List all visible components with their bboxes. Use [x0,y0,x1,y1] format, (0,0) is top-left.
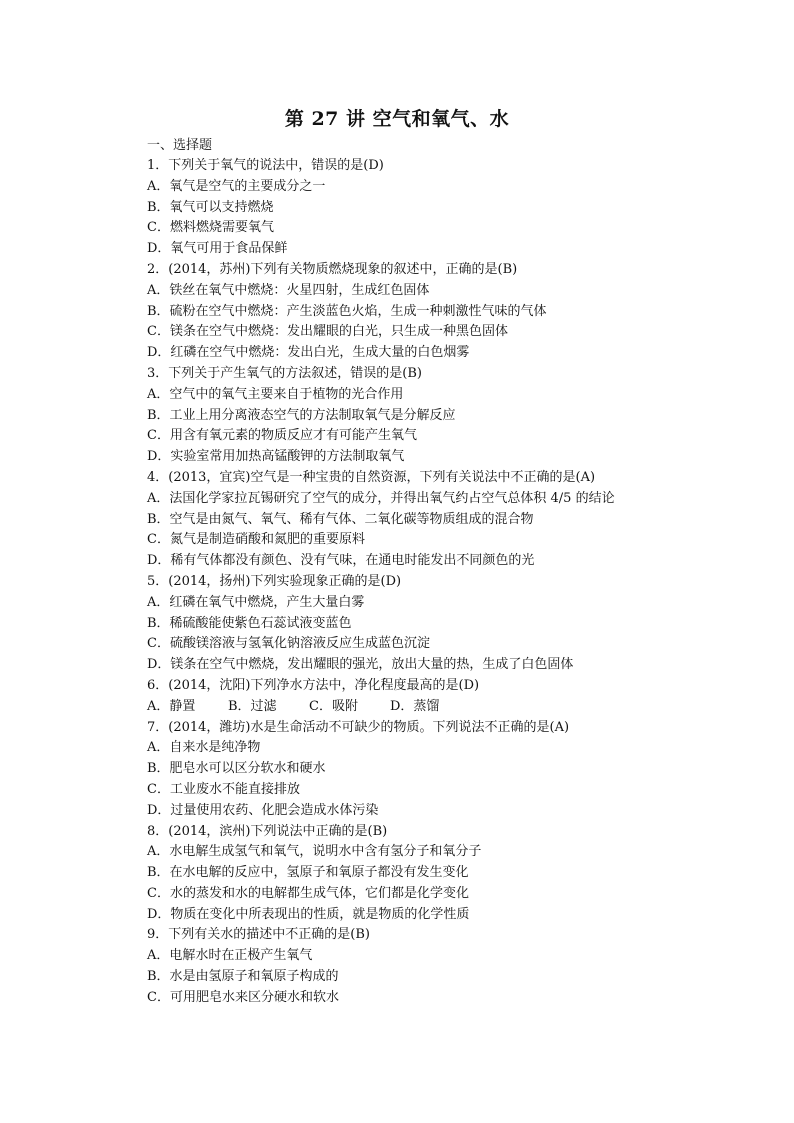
text-line: B．肥皂水可以区分软水和硬水 [147,761,326,777]
option-c: C．吸附 [309,698,358,714]
text-line: B．水是由氢原子和氧原子构成的 [147,969,339,985]
text-line: B．氧气可以支持燃烧 [147,199,274,215]
text-line: C．水的蒸发和水的电解都生成气体，它们都是化学变化 [147,885,469,901]
text-line: 6．(2014，沈阳)下列净水方法中，净化程度最高的是(D) [147,677,480,693]
text-line: B．稀硫酸能使紫色石蕊试液变蓝色 [147,615,352,631]
text-line: C．镁条在空气中燃烧：发出耀眼的白光，只生成一种黑色固体 [147,324,508,340]
text-line: 7．(2014，潍坊)水是生命活动不可缺少的物质。下列说法不正确的是(A) [147,719,570,735]
text-line: A．法国化学家拉瓦锡研究了空气的成分，并得出氧气约占空气总体积 4/5 的结论 [147,490,615,506]
text-line: D．物质在变化中所表现出的性质，就是物质的化学性质 [147,906,470,922]
text-line: A．红磷在氧气中燃烧，产生大量白雾 [147,594,365,610]
text-line: 5．(2014，扬州)下列实验现象正确的是(D) [147,573,402,589]
text-line: A．空气中的氧气主要来自于植物的光合作用 [147,386,404,402]
option-d: D．蒸馏 [390,698,440,714]
text-line: D．氧气可用于食品保鲜 [147,241,288,257]
section-heading: 一、选择题 [147,138,213,153]
text-line: B．硫粉在空气中燃烧：产生淡蓝色火焰，生成一种刺激性气味的气体 [147,303,547,319]
text-line: A．水电解生成氢气和氧气，说明水中含有氢分子和氧分子 [147,844,482,860]
text-line: B．在水电解的反应中，氢原子和氧原子都没有发生变化 [147,865,469,881]
text-line: B．工业上用分离液态空气的方法制取氧气是分解反应 [147,407,456,423]
text-line: D．镁条在空气中燃烧，发出耀眼的强光，放出大量的热，生成了白色固体 [147,657,574,673]
text-line: C．燃料燃烧需要氧气 [147,220,274,236]
text-line: D．稀有气体都没有颜色、没有气味，在通电时能发出不同颜色的光 [147,553,535,569]
text-line: A．氧气是空气的主要成分之一 [147,178,326,194]
text-line: C．用含有氧元素的物质反应才有可能产生氧气 [147,428,417,444]
text-line: 4．(2013，宜宾)空气是一种宝贵的自然资源，下列有关说法中不正确的是(A) [147,469,596,485]
question-list [147,136,667,1009]
text-line: 1．下列关于氧气的说法中，错误的是(D) [147,158,384,173]
text-line: A．自来水是纯净物 [147,740,261,756]
text-line: 8．(2014，滨州)下列说法中正确的是(B) [147,823,388,839]
text-line: C．工业废水不能直接排放 [147,781,300,797]
questions-block-1 [147,156,667,697]
text-line: B．空气是由氮气、氧气、稀有气体、二氧化碳等物质组成的混合物 [147,511,534,527]
option-a: A．静置 [147,698,196,714]
text-line: 3．下列关于产生氧气的方法叙述，错误的是(B) [147,365,422,381]
questions-block-2 [147,718,667,1009]
text-line: 2．(2014，苏州)下列有关物质燃烧现象的叙述中，正确的是(B) [147,261,518,277]
text-line: D．实验室常用加热高锰酸钾的方法制取氧气 [147,449,405,465]
text-line: 9．下列有关水的描述中不正确的是(B) [147,927,370,943]
text-line: A．电解水时在正极产生氧气 [147,948,313,964]
question-6-options [147,697,667,718]
text-line: C．氮气是制造硝酸和氮肥的重要原料 [147,532,365,548]
page-title: 第 27 讲 空气和氧气、水 [284,108,510,130]
text-line: D．红磷在空气中燃烧：发出白光，生成大量的白色烟雾 [147,345,470,361]
option-b: B．过滤 [228,698,277,714]
text-line: A．铁丝在氧气中燃烧：火星四射，生成红色固体 [147,282,430,298]
text-line: C．硫酸镁溶液与氢氧化钠溶液反应生成蓝色沉淀 [147,636,430,652]
text-line: D．过量使用农药、化肥会造成水体污染 [147,802,379,818]
text-line: C．可用肥皂水来区分硬水和软水 [147,989,339,1005]
